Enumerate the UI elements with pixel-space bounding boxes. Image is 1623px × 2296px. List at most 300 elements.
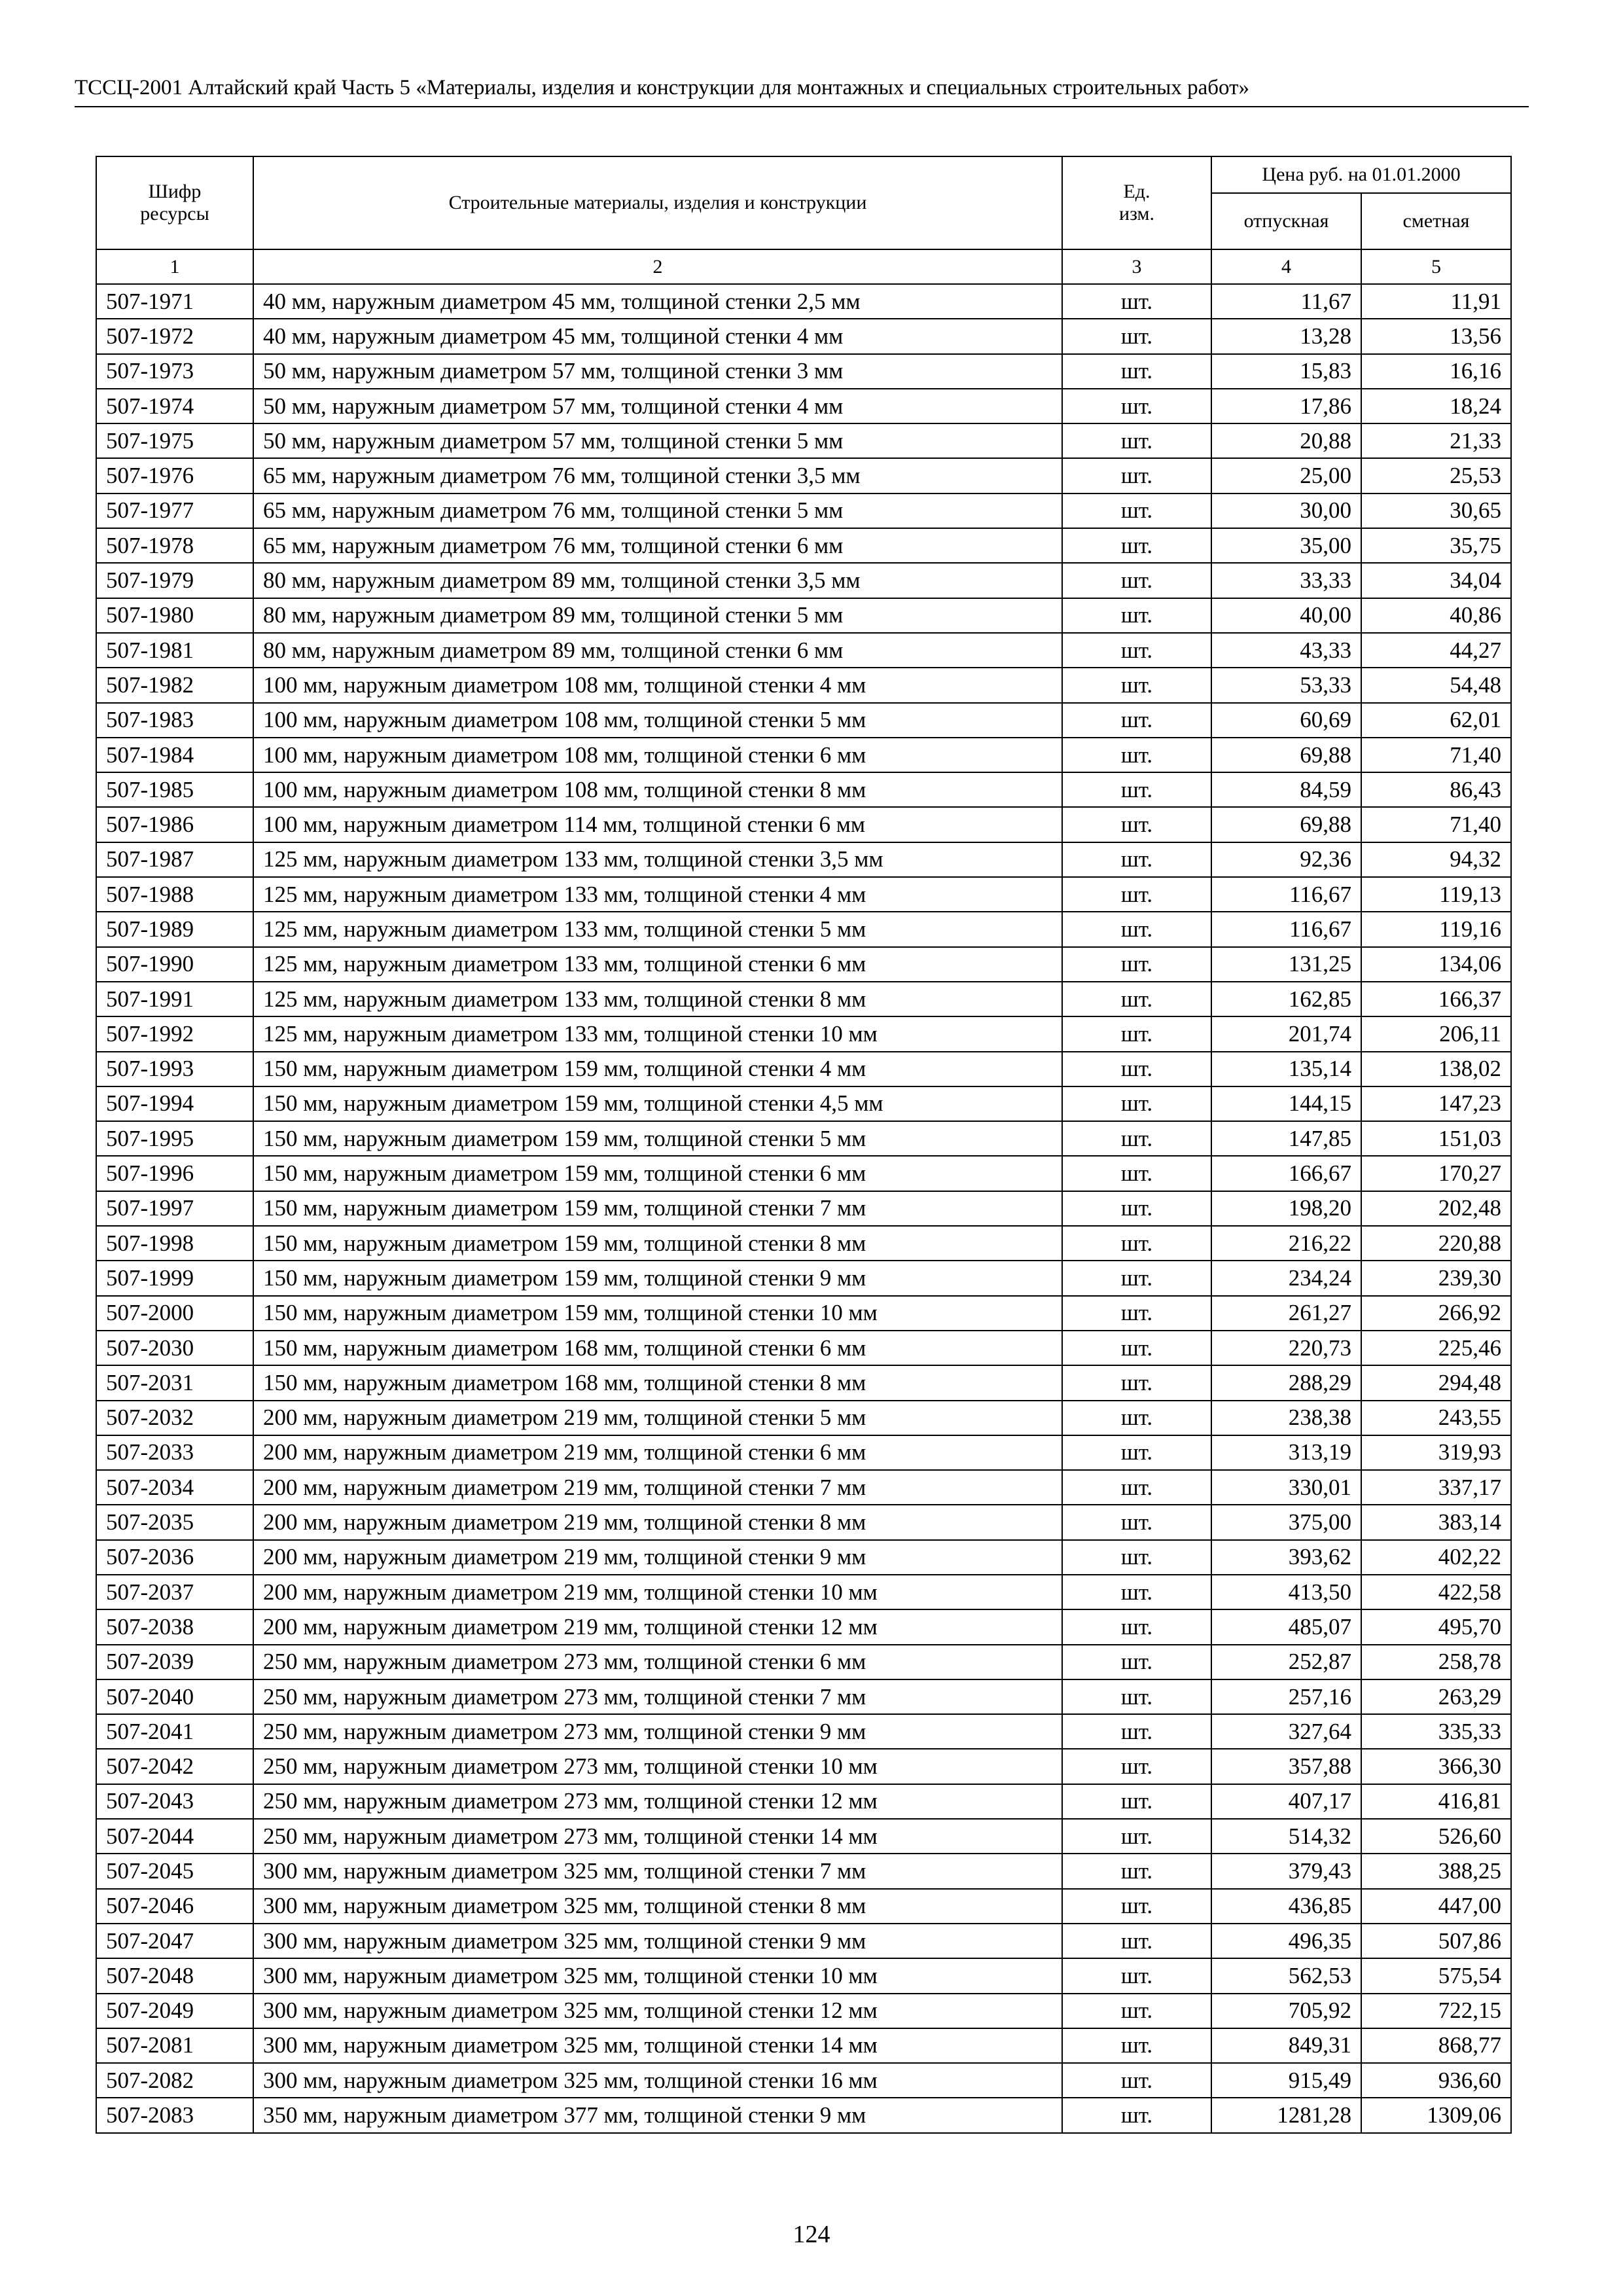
estimate-price-cell: 258,78 <box>1361 1645 1511 1679</box>
unit-cell: шт. <box>1062 912 1211 946</box>
table-row <box>96 1331 1511 1365</box>
material-name-cell: 300 мм, наружным диаметром 325 мм, толщиной стенки 14 мм <box>253 2028 1062 2063</box>
header-name: Строительные материалы, изделия и конструкции <box>253 156 1062 249</box>
table-row <box>96 1086 1511 1121</box>
table-row <box>96 1889 1511 1924</box>
unit-cell: шт. <box>1062 1086 1211 1121</box>
release-price-cell: 496,35 <box>1211 1924 1361 1958</box>
estimate-price-cell: 151,03 <box>1361 1121 1511 1156</box>
table-header <box>96 156 1511 284</box>
resource-code-cell: 507-2039 <box>96 1645 253 1679</box>
unit-cell: шт. <box>1062 1226 1211 1261</box>
resource-code-cell: 507-2036 <box>96 1540 253 1575</box>
release-price-cell: 257,16 <box>1211 1679 1361 1714</box>
unit-cell: шт. <box>1062 1645 1211 1679</box>
unit-cell: шт. <box>1062 1470 1211 1505</box>
material-name-cell: 200 мм, наружным диаметром 219 мм, толщиной стенки 12 мм <box>253 1609 1062 1644</box>
resource-code-cell: 507-1998 <box>96 1226 253 1261</box>
release-price-cell: 407,17 <box>1211 1784 1361 1819</box>
estimate-price-cell: 86,43 <box>1361 772 1511 807</box>
resource-code-cell: 507-2042 <box>96 1749 253 1784</box>
unit-cell: шт. <box>1062 389 1211 423</box>
material-name-cell: 300 мм, наружным диаметром 325 мм, толщиной стенки 10 мм <box>253 1958 1062 1993</box>
unit-cell: шт. <box>1062 807 1211 842</box>
resource-code-cell: 507-2049 <box>96 1994 253 2028</box>
release-price-cell: 1281,28 <box>1211 2098 1361 2132</box>
estimate-price-cell: 62,01 <box>1361 703 1511 738</box>
estimate-price-cell: 34,04 <box>1361 563 1511 598</box>
estimate-price-cell: 35,75 <box>1361 528 1511 563</box>
unit-cell: шт. <box>1062 1401 1211 1435</box>
release-price-cell: 166,67 <box>1211 1156 1361 1191</box>
unit-cell: шт. <box>1062 423 1211 458</box>
resource-code-cell: 507-2035 <box>96 1505 253 1539</box>
table-row <box>96 1784 1511 1819</box>
release-price-cell: 413,50 <box>1211 1575 1361 1609</box>
resource-code-cell: 507-2031 <box>96 1365 253 1400</box>
material-name-cell: 200 мм, наружным диаметром 219 мм, толщиной стенки 5 мм <box>253 1401 1062 1435</box>
unit-cell: шт. <box>1062 1540 1211 1575</box>
resource-code-cell: 507-1976 <box>96 458 253 493</box>
resource-code-cell: 507-2037 <box>96 1575 253 1609</box>
table-row <box>96 738 1511 772</box>
resource-code-cell: 507-1983 <box>96 703 253 738</box>
release-price-cell: 15,83 <box>1211 354 1361 389</box>
release-price-cell: 216,22 <box>1211 1226 1361 1261</box>
estimate-price-cell: 30,65 <box>1361 493 1511 528</box>
release-price-cell: 162,85 <box>1211 982 1361 1016</box>
column-number: 1 <box>96 249 253 284</box>
release-price-cell: 43,33 <box>1211 633 1361 668</box>
release-price-cell: 313,19 <box>1211 1435 1361 1470</box>
material-name-cell: 50 мм, наружным диаметром 57 мм, толщиной стенки 4 мм <box>253 389 1062 423</box>
table-row <box>96 493 1511 528</box>
unit-cell: шт. <box>1062 1505 1211 1539</box>
table-row <box>96 1854 1511 1888</box>
unit-cell: шт. <box>1062 1819 1211 1854</box>
document-title: ТССЦ-2001 Алтайский край Часть 5 «Материалы, изделия и конструкции для монтажных и специальных строительных работ» <box>75 76 1250 99</box>
unit-cell: шт. <box>1062 842 1211 877</box>
estimate-price-cell: 239,30 <box>1361 1261 1511 1295</box>
resource-code-cell: 507-1973 <box>96 354 253 389</box>
material-name-cell: 65 мм, наружным диаметром 76 мм, толщиной стенки 3,5 мм <box>253 458 1062 493</box>
resource-code-cell: 507-2033 <box>96 1435 253 1470</box>
resource-code-cell: 507-1985 <box>96 772 253 807</box>
table-row <box>96 563 1511 598</box>
material-name-cell: 125 мм, наружным диаметром 133 мм, толщиной стенки 6 мм <box>253 947 1062 982</box>
table-row <box>96 1505 1511 1539</box>
table-row <box>96 1156 1511 1191</box>
unit-cell: шт. <box>1062 1016 1211 1051</box>
material-name-cell: 250 мм, наружным диаметром 273 мм, толщиной стенки 10 мм <box>253 1749 1062 1784</box>
unit-cell: шт. <box>1062 738 1211 772</box>
estimate-price-cell: 225,46 <box>1361 1331 1511 1365</box>
unit-cell: шт. <box>1062 354 1211 389</box>
estimate-price-cell: 134,06 <box>1361 947 1511 982</box>
resource-code-cell: 507-1977 <box>96 493 253 528</box>
material-name-cell: 200 мм, наружным диаметром 219 мм, толщиной стенки 6 мм <box>253 1435 1062 1470</box>
table-row <box>96 842 1511 877</box>
release-price-cell: 69,88 <box>1211 738 1361 772</box>
unit-cell: шт. <box>1062 1575 1211 1609</box>
resource-code-cell: 507-1989 <box>96 912 253 946</box>
resource-code-cell: 507-2047 <box>96 1924 253 1958</box>
estimate-price-cell: 337,17 <box>1361 1470 1511 1505</box>
table-row <box>96 2063 1511 2098</box>
release-price-cell: 705,92 <box>1211 1994 1361 2028</box>
column-number-row <box>96 249 1511 284</box>
unit-cell: шт. <box>1062 563 1211 598</box>
release-price-cell: 288,29 <box>1211 1365 1361 1400</box>
resource-code-cell: 507-1984 <box>96 738 253 772</box>
estimate-price-cell: 202,48 <box>1361 1191 1511 1226</box>
release-price-cell: 69,88 <box>1211 807 1361 842</box>
unit-cell: шт. <box>1062 284 1211 319</box>
table-row <box>96 2098 1511 2132</box>
material-name-cell: 40 мм, наружным диаметром 45 мм, толщиной стенки 2,5 мм <box>253 284 1062 319</box>
release-price-cell: 915,49 <box>1211 2063 1361 2098</box>
column-number: 5 <box>1361 249 1511 284</box>
table-row <box>96 1191 1511 1226</box>
material-name-cell: 125 мм, наружным диаметром 133 мм, толщиной стенки 8 мм <box>253 982 1062 1016</box>
material-name-cell: 65 мм, наружным диаметром 76 мм, толщиной стенки 6 мм <box>253 528 1062 563</box>
resource-code-cell: 507-2044 <box>96 1819 253 1854</box>
table-row <box>96 1435 1511 1470</box>
estimate-price-cell: 722,15 <box>1361 1994 1511 2028</box>
release-price-cell: 40,00 <box>1211 598 1361 633</box>
table-row <box>96 458 1511 493</box>
table-row <box>96 284 1511 319</box>
estimate-price-cell: 166,37 <box>1361 982 1511 1016</box>
release-price-cell: 53,33 <box>1211 668 1361 702</box>
table-row <box>96 668 1511 702</box>
unit-cell: шт. <box>1062 633 1211 668</box>
unit-cell: шт. <box>1062 1854 1211 1888</box>
release-price-cell: 13,28 <box>1211 319 1361 353</box>
unit-cell: шт. <box>1062 1365 1211 1400</box>
estimate-price-cell: 936,60 <box>1361 2063 1511 2098</box>
resource-code-cell: 507-1990 <box>96 947 253 982</box>
table-row <box>96 1261 1511 1295</box>
resource-code-cell: 507-2040 <box>96 1679 253 1714</box>
material-name-cell: 150 мм, наружным диаметром 159 мм, толщиной стенки 8 мм <box>253 1226 1062 1261</box>
unit-cell: шт. <box>1062 877 1211 912</box>
material-name-cell: 50 мм, наружным диаметром 57 мм, толщиной стенки 3 мм <box>253 354 1062 389</box>
unit-cell: шт. <box>1062 703 1211 738</box>
material-name-cell: 80 мм, наружным диаметром 89 мм, толщиной стенки 5 мм <box>253 598 1062 633</box>
release-price-cell: 849,31 <box>1211 2028 1361 2063</box>
table-row <box>96 1296 1511 1331</box>
estimate-price-cell: 526,60 <box>1361 1819 1511 1854</box>
material-name-cell: 125 мм, наружным диаметром 133 мм, толщиной стенки 5 мм <box>253 912 1062 946</box>
material-name-cell: 200 мм, наружным диаметром 219 мм, толщиной стенки 7 мм <box>253 1470 1062 1505</box>
estimate-price-cell: 575,54 <box>1361 1958 1511 1993</box>
column-number: 2 <box>253 249 1062 284</box>
column-number: 4 <box>1211 249 1361 284</box>
material-name-cell: 350 мм, наружным диаметром 377 мм, толщиной стенки 9 мм <box>253 2098 1062 2132</box>
release-price-cell: 92,36 <box>1211 842 1361 877</box>
release-price-cell: 261,27 <box>1211 1296 1361 1331</box>
estimate-price-cell: 40,86 <box>1361 598 1511 633</box>
release-price-cell: 375,00 <box>1211 1505 1361 1539</box>
material-name-cell: 100 мм, наружным диаметром 114 мм, толщиной стенки 6 мм <box>253 807 1062 842</box>
table-row <box>96 389 1511 423</box>
header-code: Шифр ресурсы <box>96 156 253 249</box>
material-name-cell: 50 мм, наружным диаметром 57 мм, толщиной стенки 5 мм <box>253 423 1062 458</box>
material-name-cell: 150 мм, наружным диаметром 159 мм, толщиной стенки 4,5 мм <box>253 1086 1062 1121</box>
estimate-price-cell: 383,14 <box>1361 1505 1511 1539</box>
estimate-price-cell: 366,30 <box>1361 1749 1511 1784</box>
material-name-cell: 150 мм, наружным диаметром 159 мм, толщиной стенки 7 мм <box>253 1191 1062 1226</box>
material-name-cell: 150 мм, наружным диаметром 159 мм, толщиной стенки 6 мм <box>253 1156 1062 1191</box>
table-row <box>96 1470 1511 1505</box>
release-price-cell: 144,15 <box>1211 1086 1361 1121</box>
release-price-cell: 35,00 <box>1211 528 1361 563</box>
resource-code-cell: 507-1978 <box>96 528 253 563</box>
material-name-cell: 300 мм, наружным диаметром 325 мм, толщиной стенки 16 мм <box>253 2063 1062 2098</box>
unit-cell: шт. <box>1062 458 1211 493</box>
resource-code-cell: 507-2081 <box>96 2028 253 2063</box>
estimate-price-cell: 335,33 <box>1361 1714 1511 1749</box>
estimate-price-cell: 263,29 <box>1361 1679 1511 1714</box>
release-price-cell: 198,20 <box>1211 1191 1361 1226</box>
resource-code-cell: 507-2032 <box>96 1401 253 1435</box>
resource-code-cell: 507-2046 <box>96 1889 253 1924</box>
table-row <box>96 1924 1511 1958</box>
estimate-price-cell: 71,40 <box>1361 807 1511 842</box>
resource-code-cell: 507-2082 <box>96 2063 253 2098</box>
resource-code-cell: 507-2038 <box>96 1609 253 1644</box>
resource-code-cell: 507-1995 <box>96 1121 253 1156</box>
unit-cell: шт. <box>1062 2063 1211 2098</box>
release-price-cell: 11,67 <box>1211 284 1361 319</box>
release-price-cell: 84,59 <box>1211 772 1361 807</box>
table-row <box>96 1401 1511 1435</box>
table-row <box>96 1994 1511 2028</box>
table-row <box>96 772 1511 807</box>
estimate-price-cell: 25,53 <box>1361 458 1511 493</box>
material-name-cell: 100 мм, наружным диаметром 108 мм, толщиной стенки 6 мм <box>253 738 1062 772</box>
table-row <box>96 1958 1511 1993</box>
unit-cell: шт. <box>1062 598 1211 633</box>
page-header <box>75 73 1529 107</box>
table-row <box>96 1749 1511 1784</box>
unit-cell: шт. <box>1062 1609 1211 1644</box>
release-price-cell: 234,24 <box>1211 1261 1361 1295</box>
table-row <box>96 1052 1511 1086</box>
material-name-cell: 150 мм, наружным диаметром 159 мм, толщиной стенки 10 мм <box>253 1296 1062 1331</box>
release-price-cell: 485,07 <box>1211 1609 1361 1644</box>
unit-cell: шт. <box>1062 668 1211 702</box>
release-price-cell: 147,85 <box>1211 1121 1361 1156</box>
material-name-cell: 300 мм, наружным диаметром 325 мм, толщиной стенки 7 мм <box>253 1854 1062 1888</box>
material-name-cell: 150 мм, наружным диаметром 168 мм, толщиной стенки 8 мм <box>253 1365 1062 1400</box>
estimate-price-cell: 868,77 <box>1361 2028 1511 2063</box>
estimate-price-cell: 422,58 <box>1361 1575 1511 1609</box>
table-row <box>96 703 1511 738</box>
release-price-cell: 17,86 <box>1211 389 1361 423</box>
material-name-cell: 300 мм, наружным диаметром 325 мм, толщиной стенки 12 мм <box>253 1994 1062 2028</box>
material-name-cell: 65 мм, наружным диаметром 76 мм, толщиной стенки 5 мм <box>253 493 1062 528</box>
estimate-price-cell: 11,91 <box>1361 284 1511 319</box>
material-name-cell: 125 мм, наружным диаметром 133 мм, толщиной стенки 3,5 мм <box>253 842 1062 877</box>
resource-code-cell: 507-1987 <box>96 842 253 877</box>
estimate-price-cell: 206,11 <box>1361 1016 1511 1051</box>
unit-cell: шт. <box>1062 1296 1211 1331</box>
unit-cell: шт. <box>1062 319 1211 353</box>
release-price-cell: 514,32 <box>1211 1819 1361 1854</box>
unit-cell: шт. <box>1062 493 1211 528</box>
release-price-cell: 330,01 <box>1211 1470 1361 1505</box>
estimate-price-cell: 54,48 <box>1361 668 1511 702</box>
material-name-cell: 125 мм, наружным диаметром 133 мм, толщиной стенки 4 мм <box>253 877 1062 912</box>
table-row <box>96 1819 1511 1854</box>
release-price-cell: 220,73 <box>1211 1331 1361 1365</box>
unit-cell: шт. <box>1062 1958 1211 1993</box>
header-price-group: Цена руб. на 01.01.2000 <box>1211 156 1511 193</box>
header-row <box>96 156 1511 193</box>
estimate-price-cell: 447,00 <box>1361 1889 1511 1924</box>
table-row <box>96 912 1511 946</box>
unit-cell: шт. <box>1062 772 1211 807</box>
estimate-price-cell: 119,13 <box>1361 877 1511 912</box>
release-price-cell: 201,74 <box>1211 1016 1361 1051</box>
header-unit: Ед. изм. <box>1062 156 1211 249</box>
table-body <box>96 284 1511 2133</box>
release-price-cell: 60,69 <box>1211 703 1361 738</box>
release-price-cell: 33,33 <box>1211 563 1361 598</box>
resource-code-cell: 507-1980 <box>96 598 253 633</box>
material-name-cell: 80 мм, наружным диаметром 89 мм, толщиной стенки 3,5 мм <box>253 563 1062 598</box>
estimate-price-cell: 495,70 <box>1361 1609 1511 1644</box>
estimate-price-cell: 119,16 <box>1361 912 1511 946</box>
unit-cell: шт. <box>1062 1261 1211 1295</box>
table-row <box>96 633 1511 668</box>
material-name-cell: 300 мм, наружным диаметром 325 мм, толщиной стенки 9 мм <box>253 1924 1062 1958</box>
unit-cell: шт. <box>1062 1435 1211 1470</box>
release-price-cell: 116,67 <box>1211 912 1361 946</box>
release-price-cell: 116,67 <box>1211 877 1361 912</box>
material-name-cell: 100 мм, наружным диаметром 108 мм, толщиной стенки 8 мм <box>253 772 1062 807</box>
resource-code-cell: 507-1999 <box>96 1261 253 1295</box>
estimate-price-cell: 16,16 <box>1361 354 1511 389</box>
estimate-price-cell: 1309,06 <box>1361 2098 1511 2132</box>
material-name-cell: 300 мм, наружным диаметром 325 мм, толщиной стенки 8 мм <box>253 1889 1062 1924</box>
unit-cell: шт. <box>1062 1121 1211 1156</box>
release-price-cell: 379,43 <box>1211 1854 1361 1888</box>
unit-cell: шт. <box>1062 2098 1211 2132</box>
resource-code-cell: 507-2048 <box>96 1958 253 1993</box>
estimate-price-cell: 319,93 <box>1361 1435 1511 1470</box>
resource-code-cell: 507-1992 <box>96 1016 253 1051</box>
release-price-cell: 252,87 <box>1211 1645 1361 1679</box>
table-row <box>96 598 1511 633</box>
table-row <box>96 1016 1511 1051</box>
material-name-cell: 250 мм, наружным диаметром 273 мм, толщиной стенки 14 мм <box>253 1819 1062 1854</box>
release-price-cell: 238,38 <box>1211 1401 1361 1435</box>
resource-code-cell: 507-1991 <box>96 982 253 1016</box>
release-price-cell: 30,00 <box>1211 493 1361 528</box>
resource-code-cell: 507-1997 <box>96 1191 253 1226</box>
unit-cell: шт. <box>1062 1749 1211 1784</box>
estimate-price-cell: 266,92 <box>1361 1296 1511 1331</box>
unit-cell: шт. <box>1062 1889 1211 1924</box>
release-price-cell: 327,64 <box>1211 1714 1361 1749</box>
resource-code-cell: 507-1982 <box>96 668 253 702</box>
unit-cell: шт. <box>1062 1191 1211 1226</box>
estimate-price-cell: 21,33 <box>1361 423 1511 458</box>
estimate-price-cell: 402,22 <box>1361 1540 1511 1575</box>
estimate-price-cell: 18,24 <box>1361 389 1511 423</box>
estimate-price-cell: 13,56 <box>1361 319 1511 353</box>
unit-cell: шт. <box>1062 1924 1211 1958</box>
header-release-price: отпускная <box>1211 193 1361 249</box>
table-row <box>96 1645 1511 1679</box>
resource-code-cell: 507-1994 <box>96 1086 253 1121</box>
release-price-cell: 562,53 <box>1211 1958 1361 1993</box>
material-name-cell: 100 мм, наружным диаметром 108 мм, толщиной стенки 4 мм <box>253 668 1062 702</box>
table-row <box>96 354 1511 389</box>
table-row <box>96 423 1511 458</box>
table-row <box>96 1540 1511 1575</box>
resource-code-cell: 507-1974 <box>96 389 253 423</box>
table-row <box>96 1609 1511 1644</box>
unit-cell: шт. <box>1062 947 1211 982</box>
table-row <box>96 1714 1511 1749</box>
resource-code-cell: 507-2000 <box>96 1296 253 1331</box>
estimate-price-cell: 388,25 <box>1361 1854 1511 1888</box>
unit-cell: шт. <box>1062 1331 1211 1365</box>
estimate-price-cell: 71,40 <box>1361 738 1511 772</box>
estimate-price-cell: 416,81 <box>1361 1784 1511 1819</box>
resource-code-cell: 507-1996 <box>96 1156 253 1191</box>
resource-code-cell: 507-2043 <box>96 1784 253 1819</box>
estimate-price-cell: 294,48 <box>1361 1365 1511 1400</box>
resource-code-cell: 507-2083 <box>96 2098 253 2132</box>
table-row <box>96 1365 1511 1400</box>
material-name-cell: 150 мм, наружным диаметром 159 мм, толщиной стенки 9 мм <box>253 1261 1062 1295</box>
unit-cell: шт. <box>1062 1994 1211 2028</box>
estimate-price-cell: 94,32 <box>1361 842 1511 877</box>
resource-code-cell: 507-1981 <box>96 633 253 668</box>
resource-code-cell: 507-2045 <box>96 1854 253 1888</box>
unit-cell: шт. <box>1062 1714 1211 1749</box>
table-row <box>96 1121 1511 1156</box>
unit-cell: шт. <box>1062 1052 1211 1086</box>
table-row <box>96 1226 1511 1261</box>
material-name-cell: 150 мм, наружным диаметром 168 мм, толщиной стенки 6 мм <box>253 1331 1062 1365</box>
resource-code-cell: 507-1986 <box>96 807 253 842</box>
release-price-cell: 436,85 <box>1211 1889 1361 1924</box>
estimate-price-cell: 243,55 <box>1361 1401 1511 1435</box>
release-price-cell: 135,14 <box>1211 1052 1361 1086</box>
estimate-price-cell: 147,23 <box>1361 1086 1511 1121</box>
table-row <box>96 807 1511 842</box>
material-name-cell: 40 мм, наружным диаметром 45 мм, толщиной стенки 4 мм <box>253 319 1062 353</box>
table-row <box>96 982 1511 1016</box>
material-name-cell: 200 мм, наружным диаметром 219 мм, толщиной стенки 10 мм <box>253 1575 1062 1609</box>
table-row <box>96 947 1511 982</box>
resource-code-cell: 507-1988 <box>96 877 253 912</box>
estimate-price-cell: 220,88 <box>1361 1226 1511 1261</box>
estimate-price-cell: 507,86 <box>1361 1924 1511 1958</box>
material-name-cell: 200 мм, наружным диаметром 219 мм, толщиной стенки 9 мм <box>253 1540 1062 1575</box>
price-table <box>96 156 1512 2134</box>
material-name-cell: 250 мм, наружным диаметром 273 мм, толщиной стенки 9 мм <box>253 1714 1062 1749</box>
unit-cell: шт. <box>1062 1156 1211 1191</box>
material-name-cell: 250 мм, наружным диаметром 273 мм, толщиной стенки 6 мм <box>253 1645 1062 1679</box>
resource-code-cell: 507-1993 <box>96 1052 253 1086</box>
